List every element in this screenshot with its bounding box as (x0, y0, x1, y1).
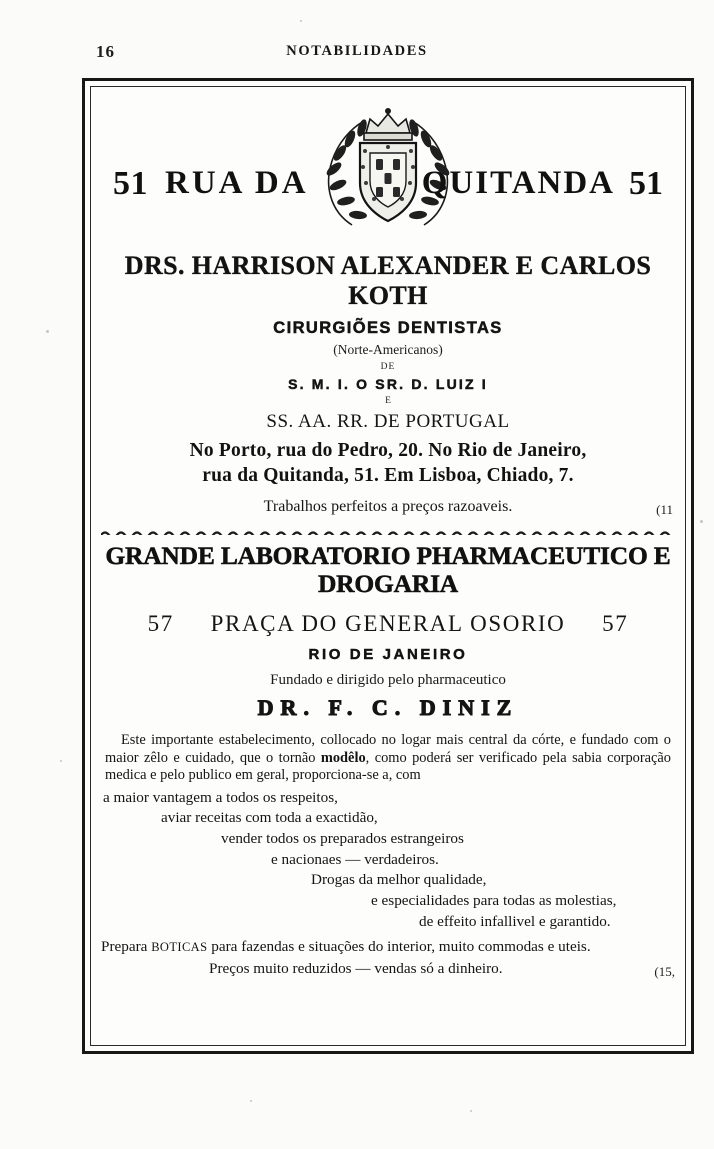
dentist-profession: CIRURGIÕES DENTISTAS (273, 319, 503, 337)
list-item: de effeito infallivel e garantido. (419, 912, 611, 930)
pharmacy-paragraph (99, 732, 677, 785)
list-item: Drogas da melhor qualidade, (311, 871, 487, 889)
wavy-divider (101, 526, 675, 535)
pharmacy-number-right: 57 (602, 611, 629, 636)
pharmacy-closing-post: para fazendas e situações do interior, muito commodas e uteis. (207, 938, 591, 956)
scan-speck (700, 520, 703, 523)
scan-speck (60, 760, 62, 762)
pharmacy-founder-name: DR. F. C. DINIZ (257, 695, 519, 720)
scan-speck (470, 1110, 472, 1112)
dentist-masthead (99, 93, 677, 243)
street-number-right: 51 (629, 165, 663, 202)
pharmacy-closing-pre: Prepara (101, 938, 152, 956)
pharmacy-number-left: 57 (147, 611, 174, 636)
dentist-ad-reference: (11 (656, 502, 673, 517)
pharmacy-closing-line (99, 938, 677, 956)
list-item: e especialidades para todas as molestias, (371, 892, 617, 910)
pharmacy-ad-reference: (15, (654, 964, 675, 980)
pharmacy-price-text: Preços muito reduzidos — vendas só a dinheiro. (209, 960, 503, 978)
pharmacy-title: GRANDE LABORATORIO PHARMACEUTICO E DROGARIA (105, 543, 671, 598)
pharmacy-address: PRAÇA DO GENERAL OSORIO (210, 611, 566, 636)
dentist-de-label: DE (380, 362, 396, 372)
pharmacy-paragraph-emphasis: modêlo (320, 749, 366, 766)
list-item: vender todos os preparados estrangeiros (221, 830, 464, 848)
scan-speck (250, 1100, 252, 1102)
pharmacy-service-lines (99, 788, 677, 933)
dentist-tagline (99, 498, 677, 516)
page-folio: 16 (96, 42, 115, 61)
dentist-tagline-text: Trabalhos perfeitos a preços razoaveis. (263, 498, 513, 515)
scan-speck (300, 20, 302, 22)
pharmacy-address-row (99, 611, 677, 637)
dentist-address-line-1: No Porto, rua do Pedro, 20. No Rio de Janeiro, (189, 440, 587, 461)
dentist-nationality: (Norte-Americanos) (333, 342, 443, 357)
pharmacy-price-line (99, 960, 677, 978)
dentist-address-line-2: rua da Quitanda, 51. Em Lisboa, Chiado, 7. (202, 465, 574, 486)
pharmacy-city: RIO DE JANEIRO (308, 646, 468, 663)
street-word: RUA DA (165, 165, 309, 201)
advertisement-frame (82, 78, 694, 1054)
royal-patron-secondary: SS. AA. RR. DE PORTUGAL (266, 411, 510, 432)
list-item: aviar receitas com toda a exactidão, (161, 809, 378, 827)
street-name: QUITANDA (421, 165, 615, 201)
list-item: a maior vantagem a todos os respeitos, (103, 788, 338, 806)
list-item: e nacionaes — verdadeiros. (271, 850, 439, 868)
pharmacy-paragraph-part1: Este importante estabelecimento, collocado no logar mais central da córte, e fundado com o maior zêlo e cuidado, que o tornão (105, 732, 671, 766)
dentist-e-label: E (385, 396, 391, 406)
running-head-title: NOTABILIDADES (286, 43, 428, 59)
street-number-left: 51 (113, 165, 148, 202)
dentist-names: DRS. HARRISON ALEXANDER E CARLOS KOTH (124, 251, 652, 310)
running-head (0, 42, 714, 64)
scan-speck (46, 330, 49, 333)
pharmacy-closing-smallcaps: BOTICAS (151, 940, 208, 955)
pharmacy-founder-line: Fundado e dirigido pelo pharmaceutico (270, 672, 506, 688)
pharmacy-paragraph-part2: , como poderá ser verificado pela sabia corporação medica e pelo publico em geral, proporciona-se a, com (105, 749, 671, 784)
royal-patron-primary: S. M. I. O SR. D. LUIZ I (288, 376, 488, 392)
